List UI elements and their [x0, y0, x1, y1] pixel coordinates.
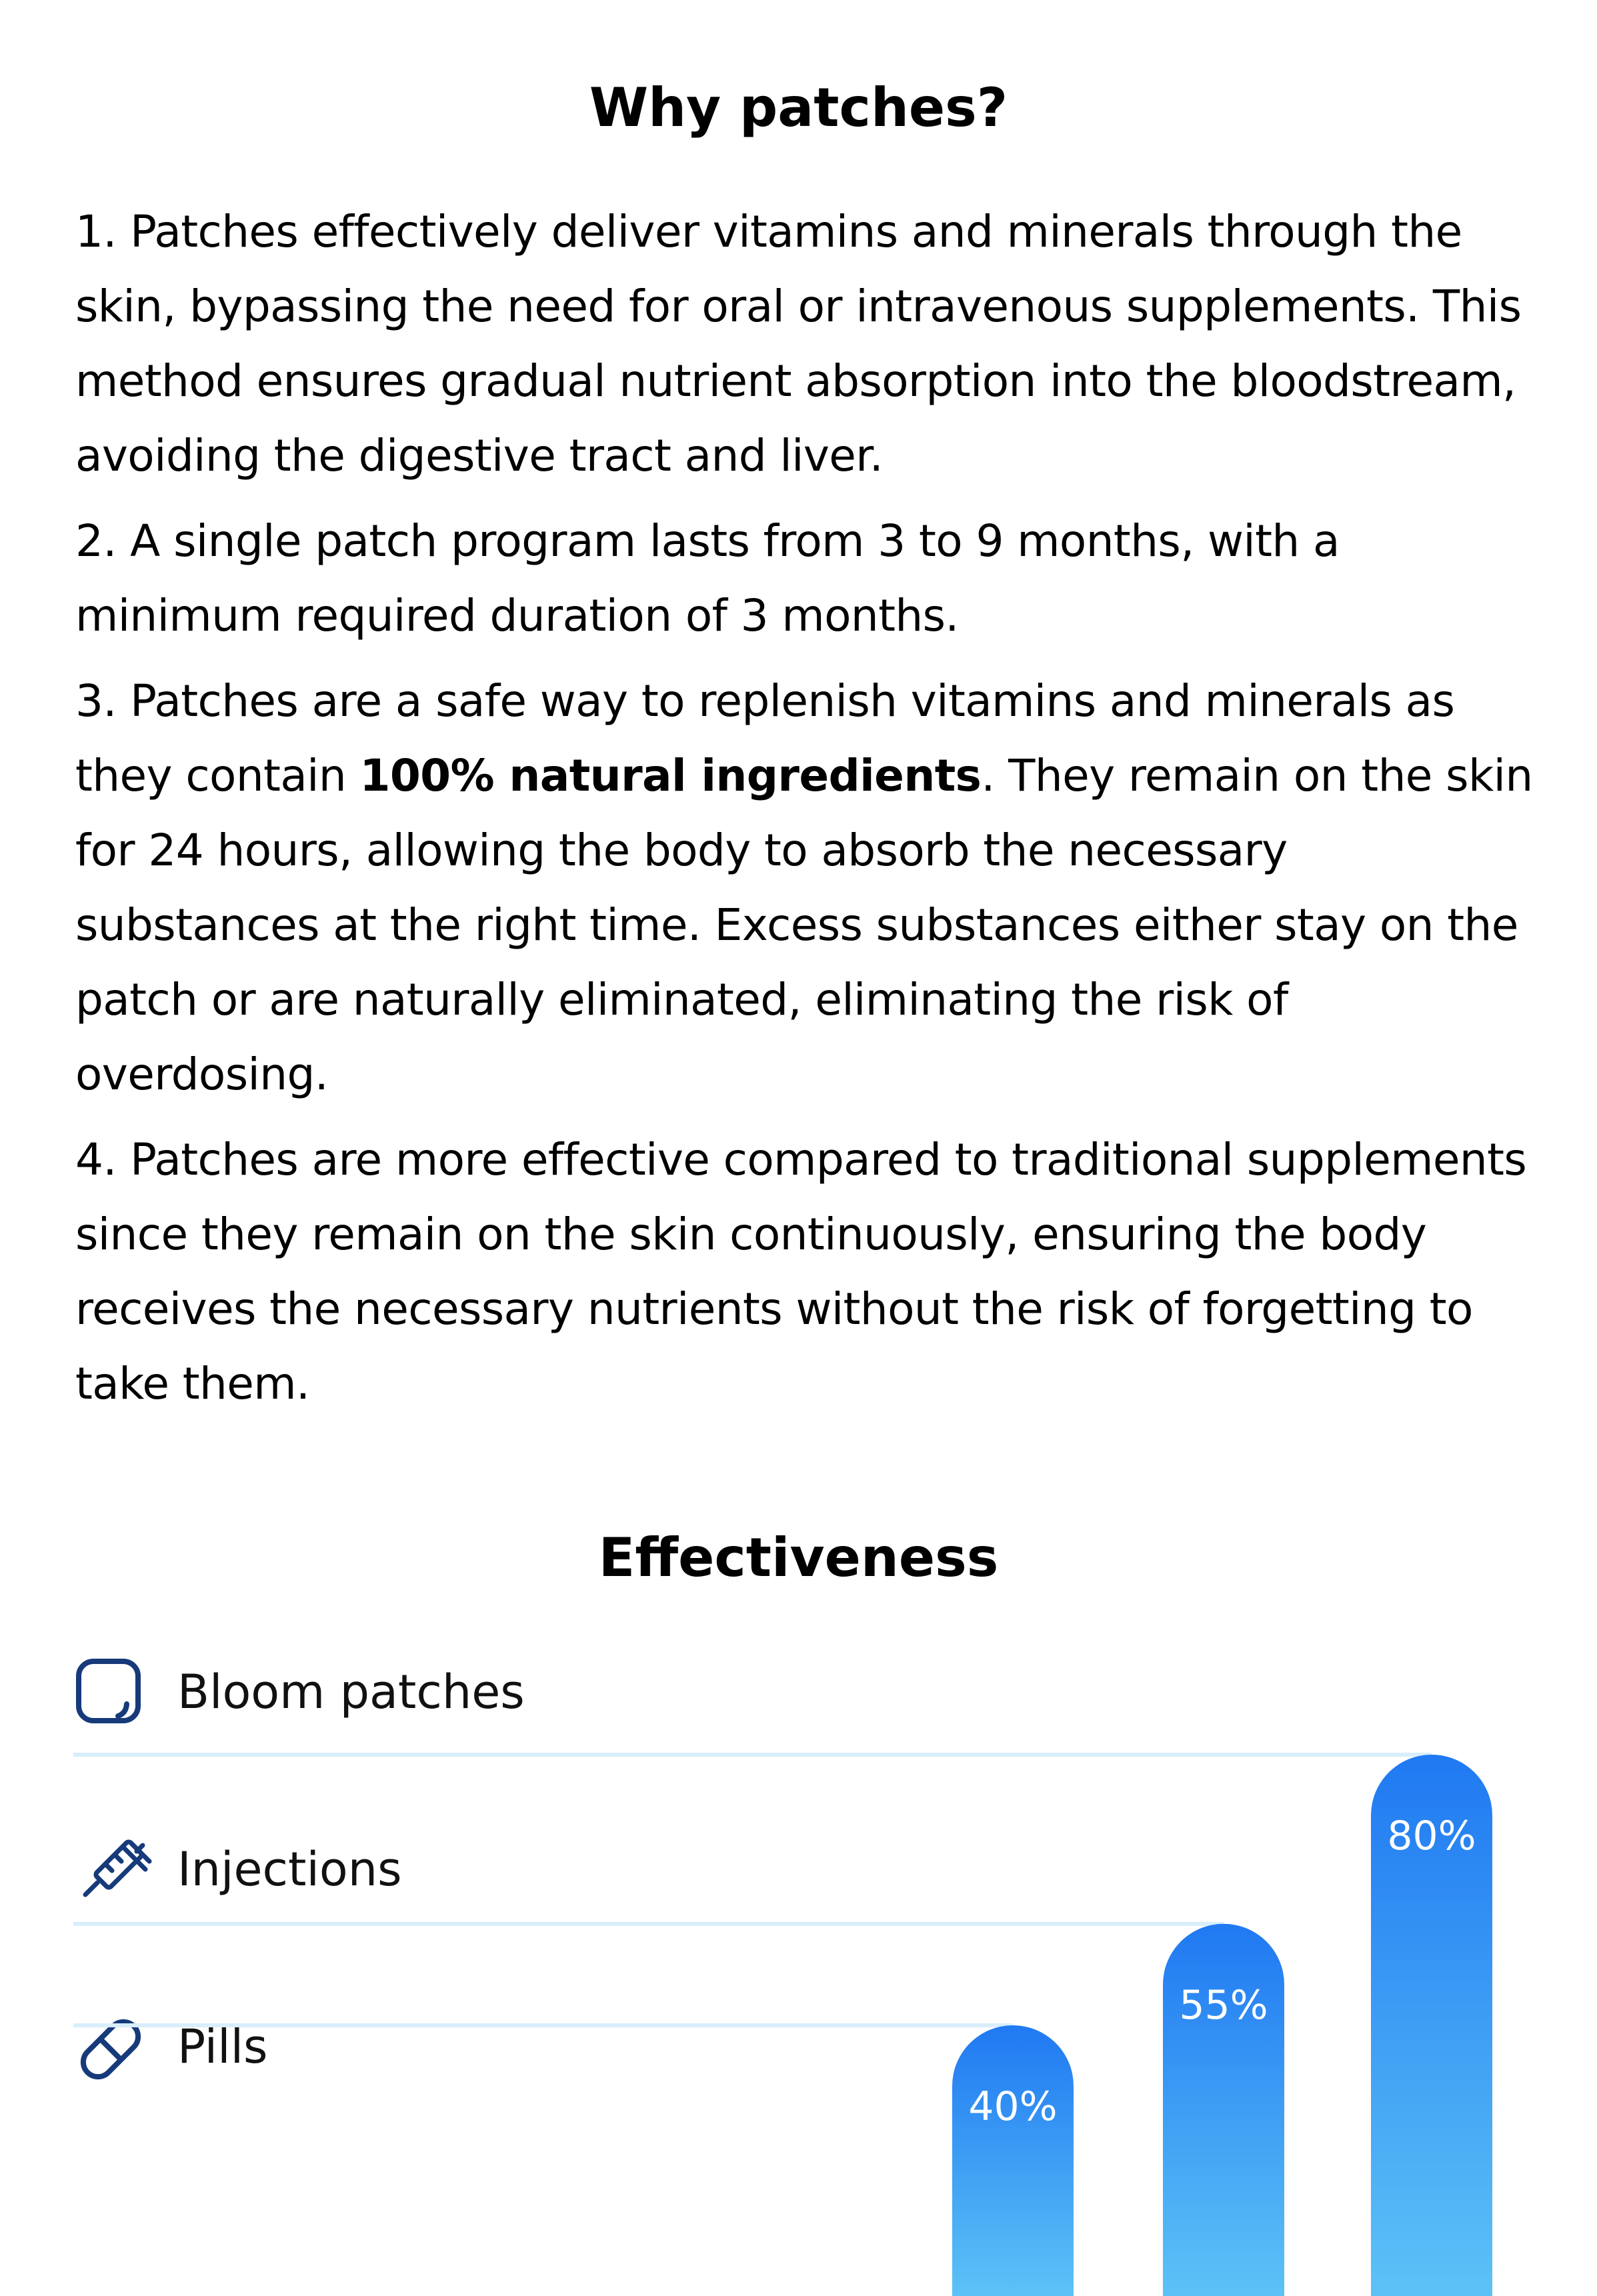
effectiveness-title: Effectiveness — [598, 1527, 999, 1589]
bar-value-label-injections: 55% — [1179, 1981, 1268, 2029]
benefit-point-4: 4. Patches are more effective compared to traditional supplements since they remain on the skin continuously, ensuring the body receives the necessary nutrients without the risk of forgetting to take them. — [75, 1134, 1527, 1409]
benefit-point-2: 2. A single patch program lasts from 3 to 9 months, with a minimum required duration of 3 months. — [75, 515, 1340, 641]
benefit-point-1: 1. Patches effectively deliver vitamins and minerals through the skin, bypassing the need for oral or intravenous supplements. This method ensures gradual nutrient absorption into the bloodstream, avoiding the digestive tract and liver. — [75, 206, 1522, 481]
bar-value-label-bloom-patches: 80% — [1387, 1813, 1476, 1859]
legend-row-injections — [85, 1841, 402, 1897]
bar-injections — [1163, 1924, 1284, 2296]
bar-value-label-pills: 40% — [968, 2083, 1058, 2130]
syringe-icon — [85, 1841, 149, 1895]
patch-icon — [79, 1661, 138, 1721]
legend-label-bloom-patches: Bloom patches — [177, 1665, 525, 1719]
bar-pills — [952, 2025, 1074, 2296]
benefit-point-3-end: . They remain on the skin for 24 hours, allowing the body to absorb the necessary substances at the right time. Excess substances either stay on the patch or are naturally eliminated, eliminating the risk of overdosing. — [75, 750, 1533, 1100]
legend-label-pills: Pills — [177, 2019, 268, 2074]
legend-row-bloom-patches — [79, 1661, 525, 1721]
benefit-point-3-start: 3. Patches are a safe way to replenish vitamins and minerals as they contain — [75, 675, 1455, 801]
natural-ingredients-highlight: 100% natural ingredients — [359, 750, 982, 801]
why-patches-title: Why patches? — [589, 77, 1008, 139]
legend-label-injections: Injections — [177, 1842, 402, 1897]
